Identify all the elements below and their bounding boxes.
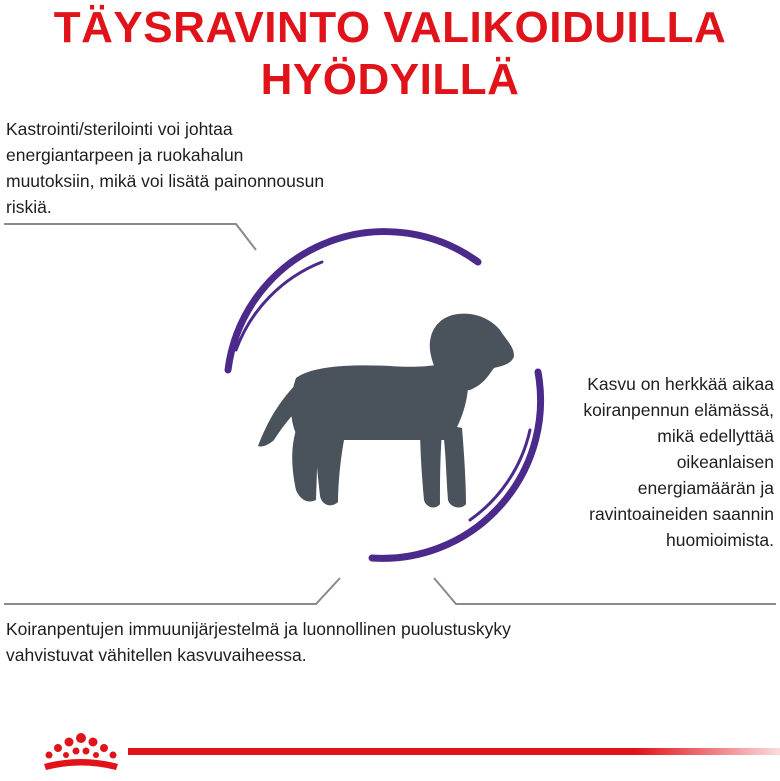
title-line-1: TÄYSRAVINTO VALIKOIDUILLA <box>53 3 727 52</box>
connector-top-left <box>4 224 256 250</box>
callout-neutering: Kastrointi/sterilointi voi johtaa energiantarpeen ja ruokahalun muutoksiin, mikä voi lisätä painonnousun riskiä. <box>6 119 325 217</box>
connector-bottom-right <box>434 578 776 604</box>
brand-stripe <box>128 748 780 755</box>
puppy-silhouette-icon <box>258 314 514 508</box>
connector-bottom-left <box>4 578 340 604</box>
title-line-2: HYÖDYILLÄ <box>260 55 520 104</box>
callout-immunity: Koiranpentujen immuunijärjestelmä ja luonnollinen puolustuskyky vahvistuvat vähitellen kasvuvaiheessa. <box>6 619 511 665</box>
royal-canin-crown-logo <box>36 728 126 778</box>
callout-growth: Kasvu on herkkää aikaa koiranpennun elämässä, mikä edellyttää oikeanlaisen energiamäärän ja ravintoaineiden saannin huomioimista. <box>583 374 774 550</box>
